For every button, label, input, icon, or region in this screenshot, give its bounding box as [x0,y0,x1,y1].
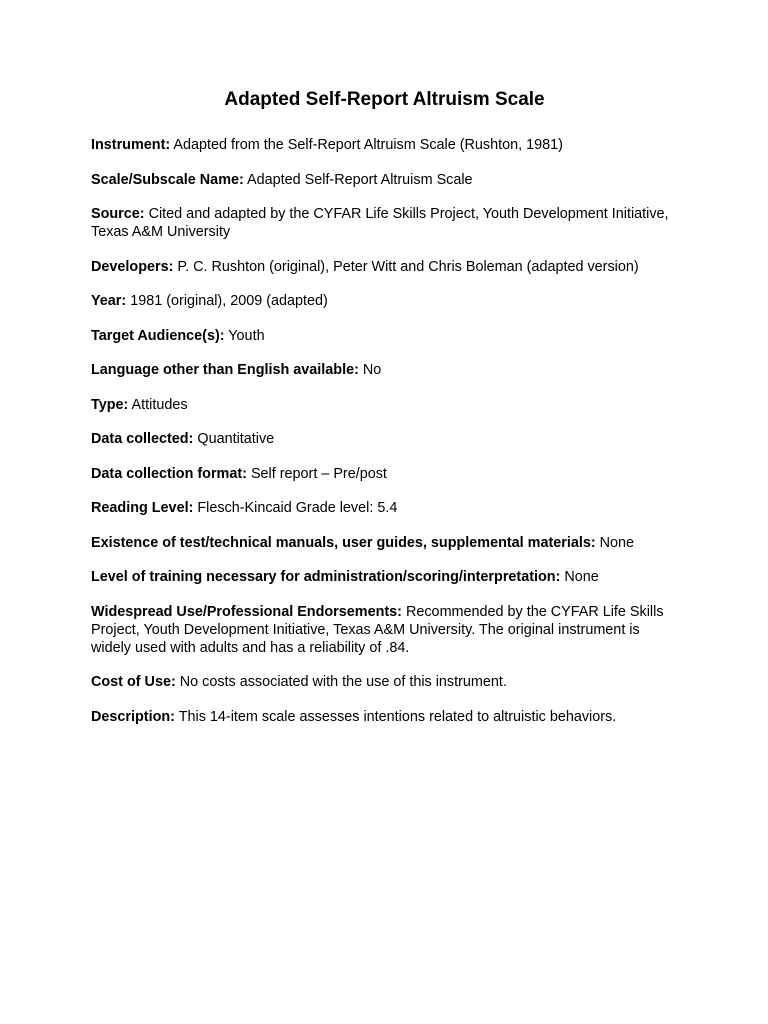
field-source [91,205,678,241]
field-value: Flesch-Kincaid Grade level: 5.4 [197,500,398,516]
field-value: Adapted Self-Report Altruism Scale [247,171,473,188]
field-developers [91,258,678,276]
field-value: P. C. Rushton (original), Peter Witt and Chris Boleman (adapted version) [177,258,639,275]
field-data-collection-format [91,465,678,483]
field-value: None [599,534,635,551]
field-target-audience [91,327,678,345]
field-label: Level of training necessary for administration/scoring/interpretation: [91,569,561,585]
field-value: No [362,362,382,378]
field-value: Self report – Pre/post [250,465,387,482]
field-manuals [91,534,678,552]
field-label: Language other than English available: [91,362,359,378]
field-label: Cost of Use: [91,674,176,690]
document-title: Adapted Self-Report Altruism Scale [224,89,545,110]
field-language [91,361,678,379]
field-value: Adapted from the Self-Report Altruism Scale (Rushton, 1981) [173,137,563,153]
field-label: Description: [91,708,175,725]
field-value: Attitudes [131,396,188,413]
field-label: Year: [91,293,127,309]
field-value: Recommended by the CYFAR Life Skills Project, Youth Development Initiative, Texas A&M University. The original instrument is widely used with adults and has a reliability of .84. [91,603,664,656]
field-value: None [564,569,599,585]
field-description [91,708,678,726]
field-label: Reading Level: [91,500,194,516]
field-year [91,292,678,310]
field-label: Data collection format: [91,465,247,482]
field-label: Target Audience(s): [91,327,225,344]
field-label: Widespread Use/Professional Endorsements: [91,603,402,620]
field-value: Youth [228,327,265,344]
field-value: No costs associated with the use of this instrument. [179,674,507,690]
field-label: Type: [91,396,129,413]
field-data-collected [91,430,678,448]
field-label: Instrument: [91,137,171,153]
field-label: Developers: [91,258,174,275]
field-scale-name [91,171,678,189]
field-label: Existence of test/technical manuals, user guides, supplemental materials: [91,534,596,551]
field-label: Source: [91,206,145,222]
field-instrument [91,136,678,154]
field-value: 1981 (original), 2009 (adapted) [130,293,328,309]
field-reading-level [91,499,678,517]
field-label: Data collected: [91,431,194,447]
field-label: Scale/Subscale Name: [91,171,244,188]
field-value: Cited and adapted by the CYFAR Life Skills Project, Youth Development Initiative, Texas A&M University [91,206,669,240]
field-value: Quantitative [197,431,275,447]
field-cost-of-use [91,673,678,691]
field-training-level [91,568,678,586]
field-type [91,396,678,414]
field-endorsements [91,603,678,657]
field-value: This 14-item scale assesses intentions related to altruistic behaviors. [178,708,617,725]
